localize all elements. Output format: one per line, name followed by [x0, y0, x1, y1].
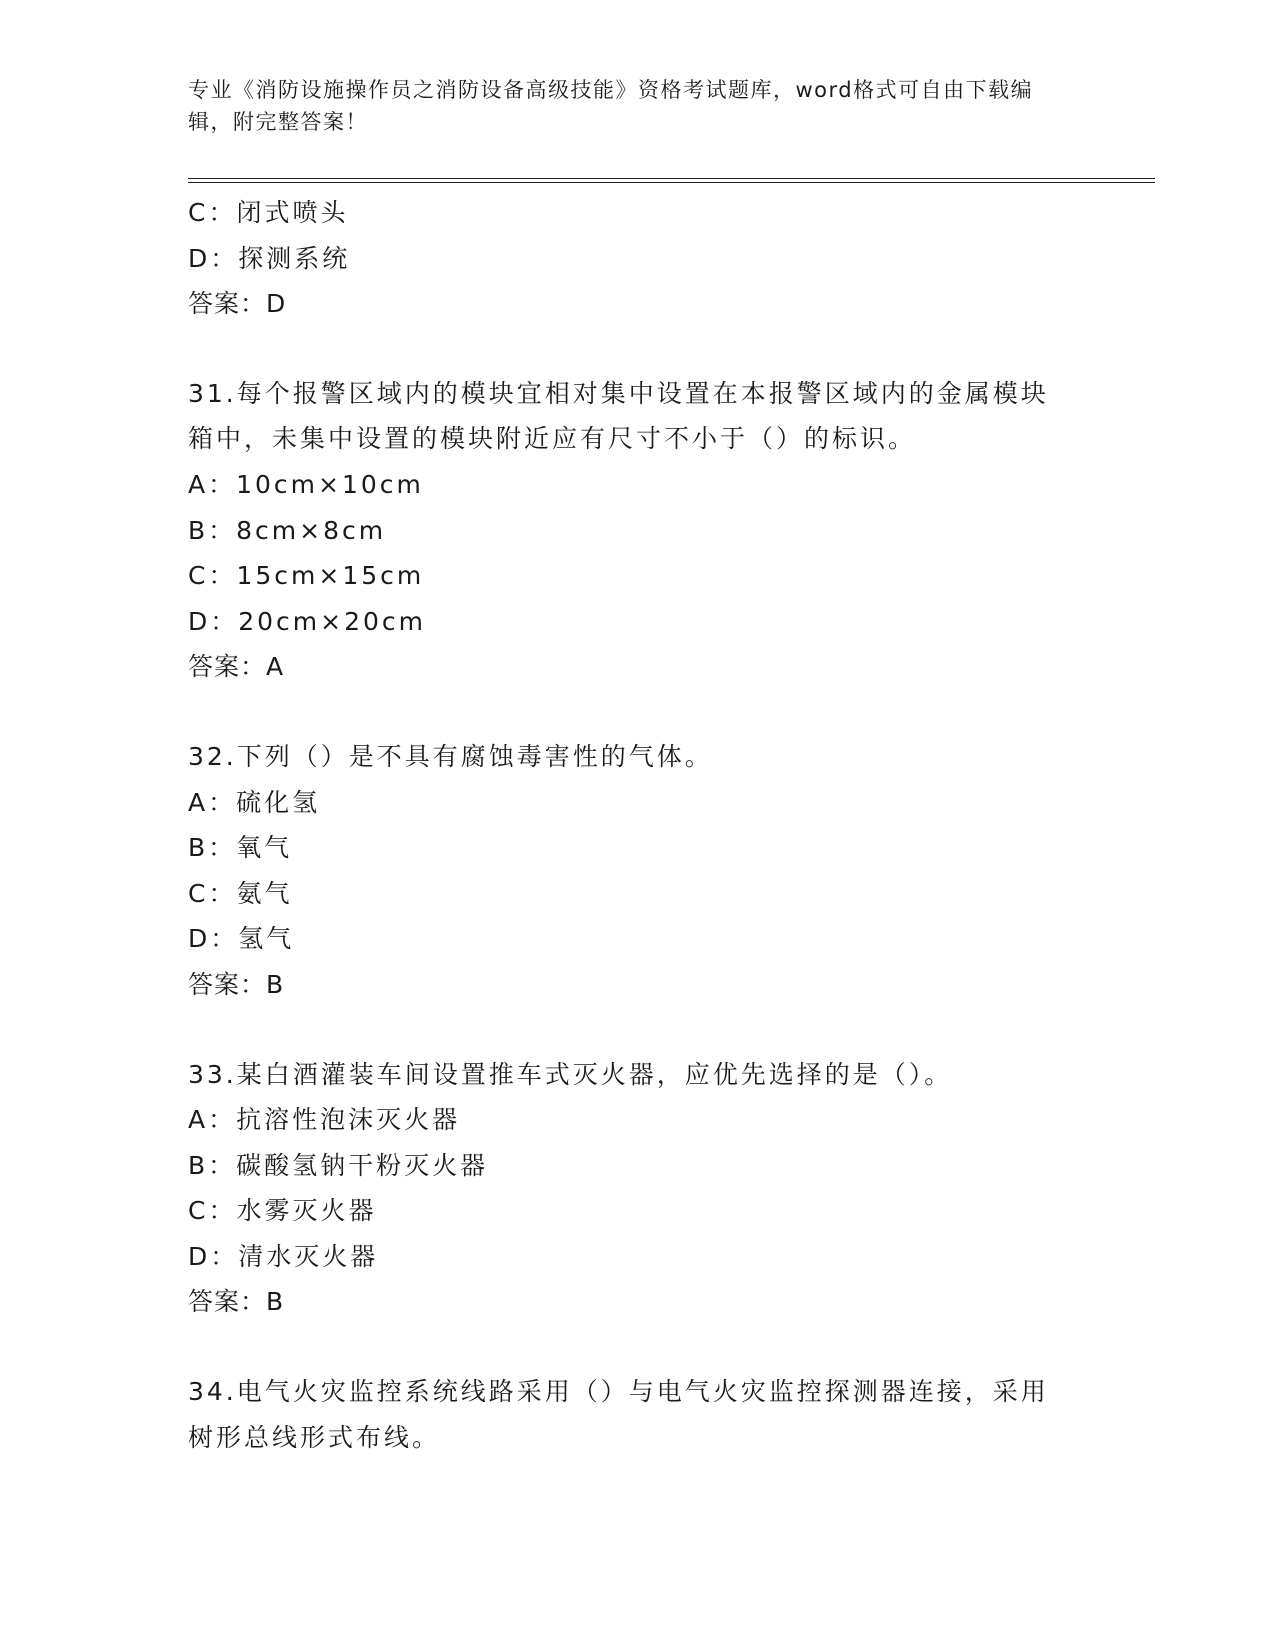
page-header: 专业《消防设施操作员之消防设备高级技能》资格考试题库，word格式可自由下载编辑，附完整答案！ — [188, 78, 1034, 134]
question-32 — [188, 734, 1088, 1008]
question-stem: 31.每个报警区域内的模块宜相对集中设置在本报警区域内的金属模块箱中，未集中设置的模块附近应有尺寸不小于（）的标识。 — [188, 378, 1049, 454]
header-rule — [188, 178, 1155, 183]
question-list — [188, 190, 1088, 1460]
option-d: D：清水灭火器 — [188, 1241, 379, 1271]
option-d: D：探测系统 — [188, 243, 351, 273]
option-d: D：20cm×20cm — [188, 606, 427, 636]
question-stem: 33.某白酒灌装车间设置推车式灭火器，应优先选择的是（）。 — [188, 1059, 953, 1089]
option-b: B：氧气 — [188, 833, 293, 863]
question-34 — [188, 1369, 1088, 1460]
option-d: D：氢气 — [188, 924, 295, 954]
option-c: C：水雾灭火器 — [188, 1196, 377, 1226]
answer: 答案：B — [188, 969, 285, 999]
option-a: A：10cm×10cm — [188, 469, 424, 499]
option-a: A：抗溶性泡沫灭火器 — [188, 1105, 461, 1135]
option-c: C：15cm×15cm — [188, 561, 425, 591]
option-b: B：8cm×8cm — [188, 515, 387, 545]
question-stem: 34.电气火灾监控系统线路采用（）与电气火灾监控探测器连接，采用树形总线形式布线。 — [188, 1377, 1049, 1452]
question-33 — [188, 1052, 1088, 1326]
question-stem: 32.下列（）是不具有腐蚀毒害性的气体。 — [188, 741, 713, 771]
option-c: C：氨气 — [188, 878, 293, 908]
question-31 — [188, 371, 1088, 690]
answer: 答案：A — [188, 652, 285, 682]
option-c: C：闭式喷头 — [188, 198, 349, 227]
option-b: B：碳酸氢钠干粉灭火器 — [188, 1150, 489, 1180]
option-a: A：硫化氢 — [188, 787, 321, 817]
answer: 答案：D — [188, 289, 287, 319]
answer: 答案：B — [188, 1287, 285, 1317]
